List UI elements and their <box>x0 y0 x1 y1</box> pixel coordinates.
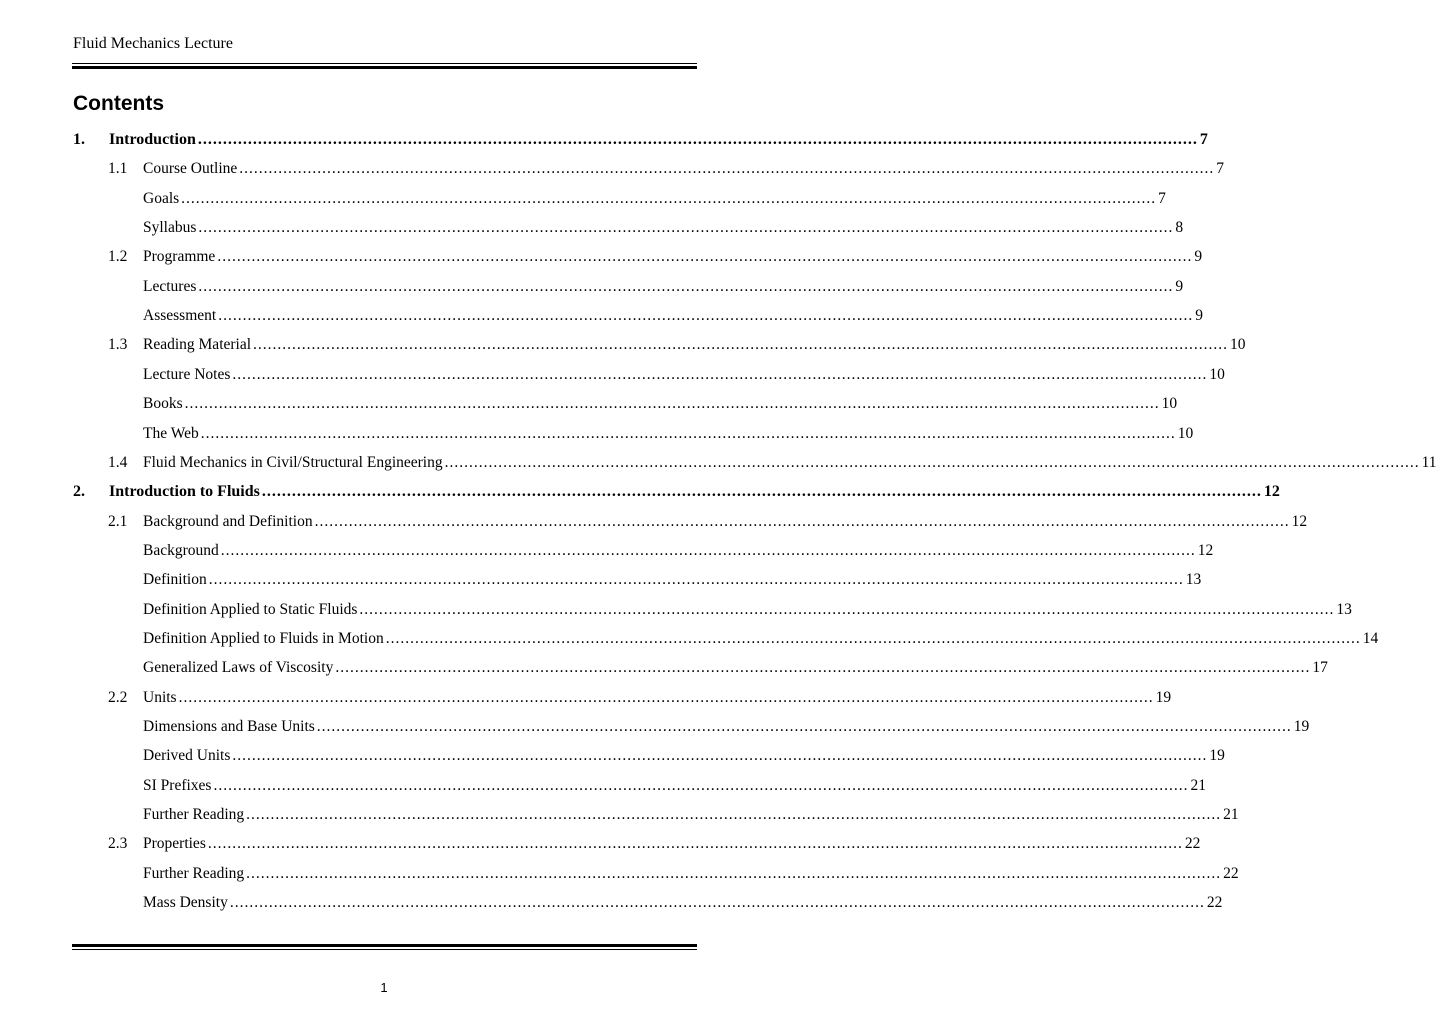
toc-entry-number: 1.1 <box>108 160 128 178</box>
toc-dot-leader: ........................................................................................................................................................................................................ <box>232 365 1208 383</box>
toc-entry-page: 10 <box>1209 365 1225 383</box>
toc-entry-title: Books <box>143 395 183 413</box>
toc-dot-leader: ........................................................................................................................................................................................................ <box>246 864 1222 882</box>
toc-entry-title: SI Prefixes <box>143 776 212 794</box>
toc-entry-title: Definition Applied to Static Fluids <box>143 600 358 618</box>
toc-entry[interactable] <box>143 423 1194 445</box>
toc-entry-page: 9 <box>1175 277 1184 295</box>
toc-entry-page: 9 <box>1195 307 1203 325</box>
toc-dot-leader: ........................................................................................................................................................................................................ <box>207 835 1183 853</box>
toc-entry-page: 22 <box>1223 864 1239 882</box>
toc-entry-page: 10 <box>1230 336 1246 354</box>
toc-entry[interactable] <box>143 305 1203 327</box>
toc-entry[interactable] <box>143 804 1239 826</box>
toc-entry-title: Programme <box>143 248 216 266</box>
toc-entry-page: 14 <box>1362 629 1379 647</box>
toc-entry-title: Lectures <box>143 277 197 295</box>
toc-entry-page: 13 <box>1185 571 1202 589</box>
toc-dot-leader: ........................................................................................................................................................................................................ <box>198 219 1174 237</box>
toc-dot-leader: ........................................................................................................................................................................................................ <box>232 747 1208 765</box>
toc-entry[interactable] <box>108 511 1308 533</box>
toc-dot-leader: ........................................................................................................................................................................................................ <box>229 894 1205 912</box>
toc-entry[interactable] <box>143 892 1223 914</box>
toc-entry-title: Background <box>143 541 219 559</box>
toc-entry[interactable] <box>143 393 1178 415</box>
toc-entry-title: Assessment <box>143 307 217 325</box>
toc-dot-leader: ........................................................................................................................................................................................................ <box>178 688 1154 706</box>
toc-entry-number: 1.4 <box>108 453 128 471</box>
toc-dot-leader: ........................................................................................................................................................................................................ <box>217 248 1193 266</box>
toc-dot-leader: ........................................................................................................................................................................................................ <box>220 541 1196 559</box>
toc-entry-number: 1.3 <box>108 336 128 354</box>
footer-rule-thick <box>72 944 697 947</box>
toc-entry-page: 9 <box>1194 248 1203 266</box>
toc-entry[interactable] <box>143 364 1225 386</box>
toc-entry[interactable] <box>143 716 1310 738</box>
toc-entry-number: 1. <box>73 131 85 148</box>
toc-entry[interactable] <box>143 628 1379 650</box>
toc-entry[interactable] <box>108 158 1225 180</box>
toc-entry[interactable] <box>108 452 1437 474</box>
toc-dot-leader: ........................................................................................................................................................................................................ <box>335 659 1311 677</box>
toc-entry-number: 2. <box>73 483 85 501</box>
toc-entry-title: Dimensions and Base Units <box>143 718 315 735</box>
toc-entry-page: 13 <box>1336 600 1352 618</box>
toc-entry-page: 7 <box>1216 160 1225 178</box>
toc-entry[interactable] <box>108 246 1203 268</box>
toc-entry-title: Definition <box>143 571 207 589</box>
toc-entry-number: 2.3 <box>108 835 128 853</box>
toc-entry[interactable] <box>143 775 1206 797</box>
toc-dot-leader: ........................................................................................................................................................................................................ <box>359 600 1335 618</box>
toc-entry-title: Units <box>143 688 177 706</box>
toc-dot-leader: ........................................................................................................................................................................................................ <box>197 131 1198 148</box>
toc-dot-leader: ........................................................................................................................................................................................................ <box>385 629 1361 647</box>
toc-entry-page: 10 <box>1177 424 1194 442</box>
toc-dot-leader: ........................................................................................................................................................................................................ <box>239 160 1215 178</box>
toc-dot-leader: ........................................................................................................................................................................................................ <box>261 483 1262 501</box>
toc-entry-page: 12 <box>1197 541 1214 559</box>
toc-entry-number: 1.2 <box>108 248 128 266</box>
toc-dot-leader: ........................................................................................................................................................................................................ <box>181 189 1157 207</box>
toc-entry-title: Definition Applied to Fluids in Motion <box>143 629 384 647</box>
toc-entry[interactable] <box>108 833 1201 855</box>
toc-entry-page: 17 <box>1312 659 1328 677</box>
toc-entry-title: Lecture Notes <box>143 365 231 383</box>
toc-dot-leader: ........................................................................................................................................................................................................ <box>444 453 1420 471</box>
toc-entry-page: 7 <box>1199 131 1208 148</box>
toc-entry-number: 2.1 <box>108 512 128 530</box>
toc-entry[interactable] <box>108 334 1246 356</box>
toc-entry[interactable] <box>143 217 1184 239</box>
toc-entry-title: Further Reading <box>143 806 245 824</box>
toc-entry-page: 12 <box>1263 483 1280 501</box>
toc-entry-page: 22 <box>1206 894 1223 912</box>
toc-dot-leader: ........................................................................................................................................................................................................ <box>213 776 1189 794</box>
toc-entry[interactable] <box>143 188 1166 210</box>
toc-entry-page: 12 <box>1291 512 1308 530</box>
toc-entry[interactable] <box>143 745 1225 767</box>
toc-entry-title: Background and Definition <box>143 512 313 530</box>
toc-dot-leader: ........................................................................................................................................................................................................ <box>200 424 1176 442</box>
toc-entry-page: 19 <box>1155 688 1172 706</box>
toc-entry[interactable] <box>73 129 1208 151</box>
toc-entry-page: 19 <box>1293 718 1310 735</box>
toc-entry-page: 22 <box>1184 835 1201 853</box>
toc-entry-title: Properties <box>143 835 206 853</box>
toc-dot-leader: ........................................................................................................................................................................................................ <box>314 512 1290 530</box>
toc-entry[interactable] <box>143 540 1214 562</box>
toc-dot-leader: ........................................................................................................................................................................................................ <box>198 277 1174 295</box>
toc-entry-page: 8 <box>1175 219 1184 237</box>
page-number: 1 <box>380 980 388 995</box>
toc-entry[interactable] <box>143 863 1239 885</box>
running-header: Fluid Mechanics Lecture <box>73 35 233 52</box>
footer-rule-thin <box>72 949 697 950</box>
toc-entry-title: The Web <box>143 424 199 442</box>
toc-entry-title: Introduction <box>109 131 196 148</box>
toc-entry-title: Goals <box>143 189 180 207</box>
toc-entry-title: Fluid Mechanics in Civil/Structural Engineering <box>143 453 443 471</box>
toc-entry-title: Course Outline <box>143 160 238 178</box>
toc-entry[interactable] <box>73 481 1280 503</box>
toc-entry-page: 7 <box>1158 189 1166 207</box>
toc-dot-leader: ........................................................................................................................................................................................................ <box>246 806 1222 824</box>
toc-entry[interactable] <box>108 687 1172 709</box>
toc-entry-page: 19 <box>1209 747 1225 765</box>
toc-entry-title: Syllabus <box>143 219 197 237</box>
toc-entry-page: 11 <box>1421 453 1437 471</box>
toc-dot-leader: ........................................................................................................................................................................................................ <box>316 718 1292 735</box>
toc-entry[interactable] <box>143 599 1352 621</box>
toc-entry-title: Introduction to Fluids <box>109 483 260 501</box>
toc-entry-number: 2.2 <box>108 688 128 706</box>
toc-entry-title: Derived Units <box>143 747 231 765</box>
toc-entry-title: Mass Density <box>143 894 228 912</box>
toc-entry-title: Further Reading <box>143 864 245 882</box>
toc-dot-leader: ........................................................................................................................................................................................................ <box>208 571 1184 589</box>
toc-dot-leader: ........................................................................................................................................................................................................ <box>218 307 1194 325</box>
toc-entry-page: 10 <box>1161 395 1178 413</box>
toc-entry[interactable] <box>143 657 1328 679</box>
toc-entry[interactable] <box>143 276 1184 298</box>
toc-entry-page: 21 <box>1223 806 1239 824</box>
toc-dot-leader: ........................................................................................................................................................................................................ <box>253 336 1229 354</box>
toc-entry[interactable] <box>143 569 1202 591</box>
toc-entry-title: Reading Material <box>143 336 252 354</box>
toc-entry-title: Generalized Laws of Viscosity <box>143 659 334 677</box>
contents-heading: Contents <box>73 92 164 115</box>
toc-entry-page: 21 <box>1190 776 1206 794</box>
toc-dot-leader: ........................................................................................................................................................................................................ <box>184 395 1160 413</box>
